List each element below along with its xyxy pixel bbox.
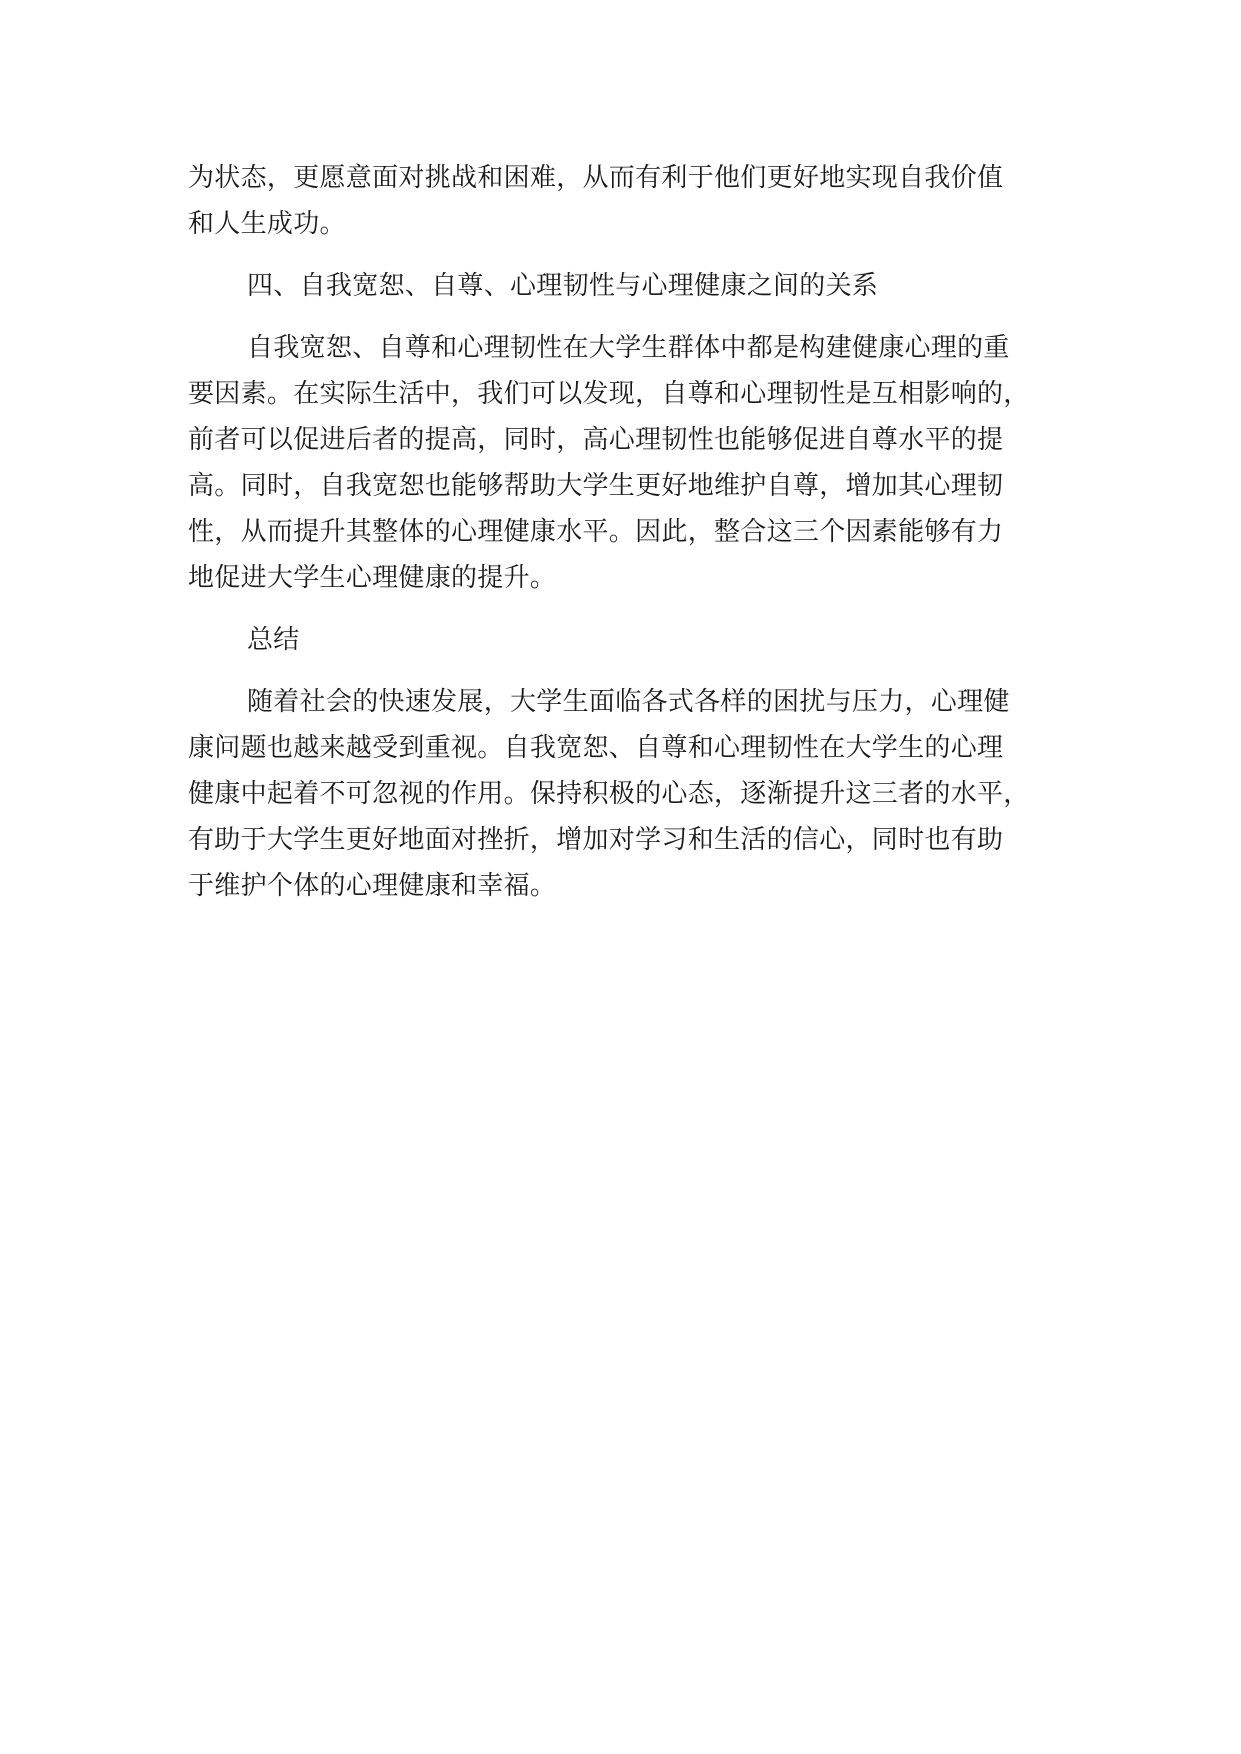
continuation-line-1: 为状态，更愿意面对挑战和困难，从而有利于他们更好地实现自我价值 [188,163,1004,193]
summary-paragraph-line-2: 康问题也越来越受到重视。自我宽恕、自尊和心理韧性在大学生的心理 [188,733,1004,763]
section4-heading: 四、自我宽恕、自尊、心理韧性与心理健康之间的关系 [247,271,879,301]
section4-paragraph-line-6: 地促进大学生心理健康的提升。 [188,563,557,593]
summary-paragraph-line-4: 有助于大学生更好地面对挫折，增加对学习和生活的信心，同时也有助 [188,825,1004,855]
summary-heading: 总结 [247,625,300,655]
section4-paragraph-line-4: 高。同时，自我宽恕也能够帮助大学生更好地维护自尊，增加其心理韧 [188,471,1004,501]
continuation-line-2: 和人生成功。 [188,209,346,239]
section4-paragraph-line-2: 要因素。在实际生活中，我们可以发现，自尊和心理韧性是互相影响的， [188,379,1030,409]
summary-paragraph-line-3: 健康中起着不可忽视的作用。保持积极的心态，逐渐提升这三者的水平， [188,779,1030,809]
section4-paragraph-line-3: 前者可以促进后者的提高，同时，高心理韧性也能够促进自尊水平的提 [188,425,1004,455]
summary-paragraph-line-5: 于维护个体的心理健康和幸福。 [188,871,557,901]
section4-paragraph-line-5: 性，从而提升其整体的心理健康水平。因此，整合这三个因素能够有力 [188,517,1004,547]
summary-paragraph-line-1: 随着社会的快速发展，大学生面临各式各样的困扰与压力，心理健 [247,687,1010,717]
section4-paragraph-line-1: 自我宽恕、自尊和心理韧性在大学生群体中都是构建健康心理的重 [247,333,1010,363]
